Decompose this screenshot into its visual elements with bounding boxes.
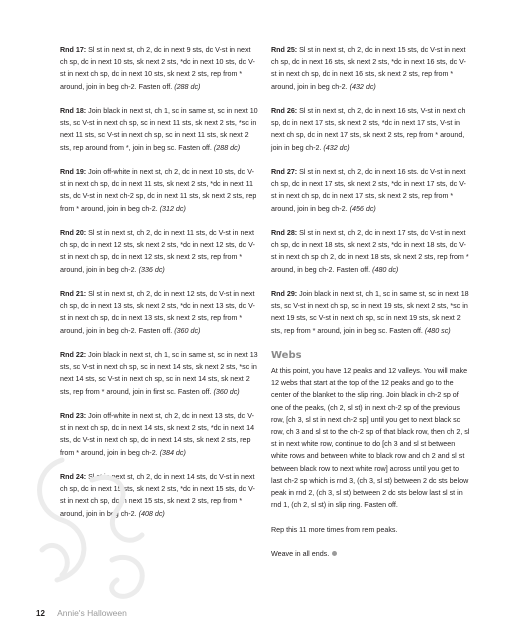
weave-ends — [271, 548, 471, 560]
webs-instructions: At this point, you have 12 peaks and 12 valleys. You will make 12 webs that start at the top of the 12 peaks and go to the center of the blanket to the slip ring. Join black in ch-2 sp of one of the peaks, (ch 2, sl st) in next ch-2 sp of the previous row, [ch 3, sl st in next ch-2 sp] until you get to next black sc row, ch 3 and sl st to the ch-2 sp of that black row, then ch 2, sl st in next white row, continue to do [ch 3 and sl st between white rows and between white to black row and ch 2 and sl st between black row to next white row] across until you get to last ch-2 sp which is rnd 3, (ch 3, sl st) between 2 dc sts below peak in rnd 2, (ch 3, sl st) between 2 dc sts below last sl st in rnd 1, (ch 2, sl st) in slip ring. Fasten off. — [271, 367, 470, 510]
round-label: Rnd 28: — [271, 229, 298, 237]
round-instructions: Join black in next st, ch 1, sc in same st, sc in next 10 sts, sc V-st in next ch sp, sc in next 11 sts, sk next 2 sts, *sc in next 11 sts, sc V-st in next ch sp, sc in next 11 sts, sk next 2 sts, rep around from *, join in beg sc. Fasten off. — [60, 107, 258, 152]
round-instructions: Sl st in next st, ch 2, dc in next 11 sts, dc V-st in next ch sp, dc in next 12 sts, sk next 2 sts, *dc in next 12 sts, dc V-st in next ch sp, dc in next 12 sts, sk next 2 sts, rep from * around, join in beg ch-2. — [60, 229, 255, 274]
stitch-count: (480 sc) — [424, 326, 451, 335]
stitch-count: (360 dc) — [174, 326, 201, 335]
stitch-count: (480 dc) — [372, 265, 399, 274]
round-label: Rnd 25: — [271, 46, 298, 54]
round-27 — [271, 166, 471, 215]
stitch-count: (288 dc) — [213, 143, 241, 152]
round-instructions: Sl st in next st, ch 2, dc in next 9 sts, dc V-st in next ch sp, dc in next 10 sts, sk next 2 sts, *dc in next 10 sts, dc V-st in next ch sp, dc in next 10 sts, sk next 2 sts, rep from * around, join in beg ch-2. Fasten off. — [60, 46, 255, 91]
stitch-count: (360 dc) — [213, 387, 240, 396]
stitch-count: (312 dc) — [159, 204, 186, 213]
round-25 — [271, 44, 471, 93]
left-column — [60, 44, 258, 532]
page-number: 12 — [36, 609, 45, 618]
round-instructions: Sl st in next st, ch 2, dc in next 12 sts, dc V-st in next ch sp, dc in next 13 sts, sk next 2 sts, *dc in next 13 sts, dc V-st in next ch sp, dc in next 13 sts, sk next 2 sts, rep from * around, join in beg ch-2. Fasten off. — [60, 290, 255, 335]
round-instructions: Sl st in next st, ch 2, dc in next 15 sts, dc V-st in next ch sp, dc in next 16 sts, sk next 2 sts, *dc in next 16 sts, dc V-st in next ch sp, dc in next 16 sts, sk next 2 sts, rep from * around, join in beg ch-2. — [271, 46, 466, 91]
stitch-count: (336 dc) — [138, 265, 165, 274]
webs-repeat: Rep this 11 more times from rem peaks. — [271, 525, 398, 534]
round-instructions: Sl st in next st, ch 2, dc in next 17 sts, dc V-st in next ch sp, dc in next 18 sts, sk next 2 sts, *dc in next 18 sts, dc V-st in next ch sp ch 2, dc in next 18 sts, sk next 2 sts, rep from * around, in beg ch-2. Fasten off. — [271, 229, 469, 274]
round-22 — [60, 349, 258, 398]
stitch-count: (408 dc) — [138, 509, 165, 518]
weave-ends-text: Weave in all ends. — [271, 550, 330, 559]
round-18 — [60, 105, 258, 154]
round-instructions: Join black in next st, ch 1, sc in same st, sc in next 13 sts, sc V-st in next ch sp, sc in next 14 sts, sk next 2 sts, *sc in next 14 sts, sc V-st in next ch sp, sc in next 14 sts, sk next 2 sts, rep from * around, join in first sc. Fasten off. — [60, 351, 258, 396]
book-title: Annie's Halloween — [57, 608, 127, 618]
stitch-count: (432 dc) — [349, 82, 376, 91]
round-20 — [60, 227, 258, 276]
page-footer — [36, 608, 127, 618]
round-label: Rnd 21: — [60, 290, 87, 298]
round-instructions: Sl st in next st, ch 2, dc in next 16 sts, V-st in next ch sp, dc in next 17 sts, sk next 2 sts, *dc in next 17 sts, V-st in next ch sp, dc in next 17 sts, sk next 2 sts, rep from * around, join in beg ch-2. — [271, 107, 466, 152]
stitch-count: (384 dc) — [159, 448, 186, 457]
round-label: Rnd 17: — [60, 46, 87, 54]
round-instructions: Sl st in next st, ch 2, dc in next 16 sts. dc V-st in next ch sp, dc in next 17 sts, sk next 2 sts, *dc in next 17 sts, dc V-st in next ch sp, dc in next 17 sts, sk next 2 sts, rep from * around, join in beg ch-2. — [271, 168, 466, 213]
round-26 — [271, 105, 471, 154]
stitch-count: (456 dc) — [349, 204, 376, 213]
round-label: Rnd 22: — [60, 351, 87, 359]
round-label: Rnd 19: — [60, 168, 87, 176]
round-23 — [60, 410, 258, 459]
round-instructions: Join off-white in next st, ch 2, dc in next 13 sts, dc V-st in next ch sp, dc in next 14 sts, sk next 2 sts, *dc in next 14 sts, dc V-st in next ch sp, dc in next 14 sts, sk next 2 sts, rep from * around, join in beg ch-2. — [60, 412, 255, 457]
round-instructions: Sl st in next st, ch 2, dc in next 14 sts, dc V-st in next ch sp, dc in next 15 sts, sk next 2 sts, *dc in next 15 sts, dc V-st in next ch sp, dc in next 15 sts, sk next 2 sts, rep from * around, join in beg ch-2. — [60, 473, 255, 518]
round-label: Rnd 18: — [60, 107, 87, 115]
round-label: Rnd 27: — [271, 168, 298, 176]
round-label: Rnd 29: — [271, 290, 298, 298]
round-label: Rnd 23: — [60, 412, 87, 420]
end-bullet-icon — [332, 551, 337, 556]
round-instructions: Join black in next st, ch 1, sc in same st, sc in next 18 sts, sc V-st in next ch sp, sc in next 19 sts, sk next 2 sts, *sc in next 19 sts, sc V-st in next ch sp, sc in next 19 sts, sk next 2 sts, rep from * around, join in beg sc. Fasten off. — [271, 290, 469, 335]
stitch-count: (432 dc) — [323, 143, 350, 152]
round-29 — [271, 288, 471, 337]
round-label: Rnd 20: — [60, 229, 87, 237]
round-17 — [60, 44, 258, 93]
round-28 — [271, 227, 471, 276]
webs-heading: Webs — [271, 350, 302, 361]
round-24 — [60, 471, 258, 520]
right-column — [271, 44, 471, 572]
round-21 — [60, 288, 258, 337]
round-19 — [60, 166, 258, 215]
round-label: Rnd 24: — [60, 473, 87, 481]
round-label: Rnd 26: — [271, 107, 298, 115]
round-instructions: Join off-white in next st, ch 2, dc in next 10 sts, dc V-st in next ch sp, dc in next 11 sts, sk next 2 sts, *dc in next 11 sts, dc V-st in next ch-2 sp, dc in next 11 sts, sk next 2 sts, rep from * around, join in beg ch-2. — [60, 168, 257, 213]
stitch-count: (288 dc) — [174, 82, 201, 91]
